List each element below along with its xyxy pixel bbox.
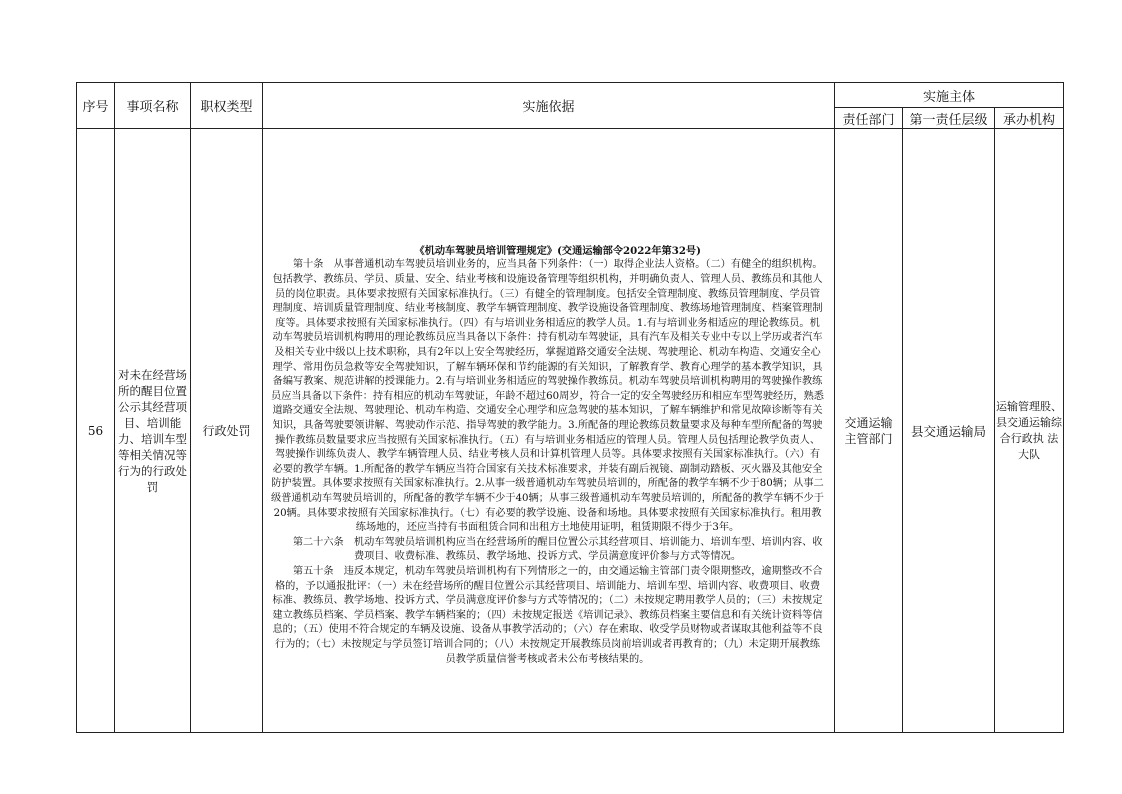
basis-title: 《机动车驾驶员培训管理规定》(交通运输部令2022年第32号) — [414, 244, 701, 257]
header-subject: 实施主体 — [835, 83, 1064, 108]
basis-article-26: 第二十六条 机动车驾驶员培训机构应当在经营场所的醒目位置公示其经营项目、培训能力、培训车型、培训内容、收费项目、收费标准、教练员、教学场地、投诉方式、学员满意度评价参与方式等情况。 — [292, 536, 823, 563]
basis-cell — [263, 129, 835, 733]
basis-article-10: 第十条 从事普通机动车驾驶员培训业务的，应当具备下列条件：（一）取得企业法人资格。（二）有健全的组织机构。包括教学、教练员、学员、质量、安全、结业考核和设施设备管理等组织机构，并明确负责人、管理人员、教练员和其他人员的岗位职责。具体要求按照有关国家标准执行。（三）有健全的管理制度。包括安全管理制度、教练员管理制度、学员管理制度、培训质量管理制度、结业考核制度、教学车辆管理制度、教学设施设备管理制度、教练场地管理制度、档案管理制度等。具体要求按照有关国家标准执行。（四）有与培训业务相适应的教学人员。1.有与培训业务相适应的理论教练员。机动车驾驶员培训机构聘用的理论教练员应当具备以下条件：持有机动车驾驶证，具有汽车及相关专业中专以上学历或者汽车及相关专业中级以上技术职称，具有2年以上安全驾驶经历，掌握道路交通安全法规、驾驶理论、机动车构造、交通安全心理学、常用伤员急救等安全驾驶知识，了解车辆环保和节约能源的有关知识，了解教育学、教育心理学的基本教学知识，具备编写教案、规范讲解的授课能力。2.有与培训业务相适应的驾驶操作教练员。机动车驾驶员培训机构聘用的驾驶操作教练员应当具备以下条件：持有相应的机动车驾驶证，年龄不超过60周岁，符合一定的安全驾驶经历和相应车型驾驶经历，熟悉道路交通安全法规、驾驶理论、机动车构造、交通安全心理学和应急驾驶的基本知识，了解车辆维护和常见故障诊断等有关知识，具备驾驶要领讲解、驾驶动作示范、指导驾驶的教学能力。3.所配备的理论教练员数量要求及每种车型所配备的驾驶操作教练员数量要求应当按照有关国家标准执行。（五）有与培训业务相适应的管理人员。管理人员包括理论教学负责人、驾驶操作训练负责人、教学车辆管理人员、结业考核人员和计算机管理人员等。具体要求按照有关国家标准执行。（六）有必要的教学车辆。1.所配备的教学车辆应当符合国家有关技术标准要求，并装有副后视镜、副制动踏板、灭火器及其他安全防护装置。具体要求按照有关国家标准执行。2.从事一级普通机动车驾驶员培训的，所配备的教学车辆不少于80辆；从事二级普通机动车驾驶员培训的，所配备的教学车辆不少于40辆；从事三级普通机动车驾驶员培训的，所配备的教学车辆不少于20辆。具体要求按照有关国家标准执行。（七）有必要的教学设施、设备和场地。具体要求按照有关国家标准执行。租用教练场地的，还应当持有书面租赁合同和出租方土地使用证明，租赁期限不得少于3年。 — [271, 259, 824, 534]
first-level-cell: 县交通运输局 — [903, 129, 995, 733]
basis-article-50: 第五十条 违反本规定，机动车驾驶员培训机构有下列情形之一的，由交通运输主管部门责令限期整改，逾期整改不合格的，予以通报批评：（一）未在经营场所的醒目位置公示其经营项目、培训能力、培训车型、培训内容、收费项目、收费标准、教练员、教学场地、投诉方式、学员满意度评价参与方式等情况的；（二）未按规定聘用教学人员的；（三）未按规定建立教练员档案、学员档案、教学车辆档案的；（四）未按规定报送《培训记录》、教练员档案主要信息和有关统计资料等信息的；（五）使用不符合规定的车辆及设施、设备从事教学活动的；（六）存在索取、收受学员财物或者谋取其他利益等不良行为的；（七）未按规定与学员签订培训合同的；（八）未按规定开展教练员岗前培训或者再教育的；（九）未定期开展教练员教学质量信誉考核或者未公布考核结果的。 — [272, 565, 823, 665]
implementation-table — [76, 82, 1064, 733]
header-row-1 — [77, 83, 1064, 108]
resp-dept-cell: 交通运输主管部门 — [835, 129, 903, 733]
exec-agency-cell: 运输管理股、县交通运输综合行政执 法大队 — [995, 129, 1064, 733]
header-item-name: 事项名称 — [115, 83, 191, 129]
header-exec-agency: 承办机构 — [995, 108, 1064, 129]
header-first-level: 第一责任层级 — [903, 108, 995, 129]
header-resp-dept: 责任部门 — [835, 108, 903, 129]
power-type-cell: 行政处罚 — [191, 129, 263, 733]
seq-cell: 56 — [77, 129, 115, 733]
table-row — [77, 129, 1064, 733]
header-seq: 序号 — [77, 83, 115, 129]
header-power-type: 职权类型 — [191, 83, 263, 129]
header-basis: 实施依据 — [263, 83, 835, 129]
item-name-cell: 对未在经营场所的醒目位置公示其经营项目、培训能力、培训车型等相关情况等行为的行政处罚 — [115, 129, 191, 733]
